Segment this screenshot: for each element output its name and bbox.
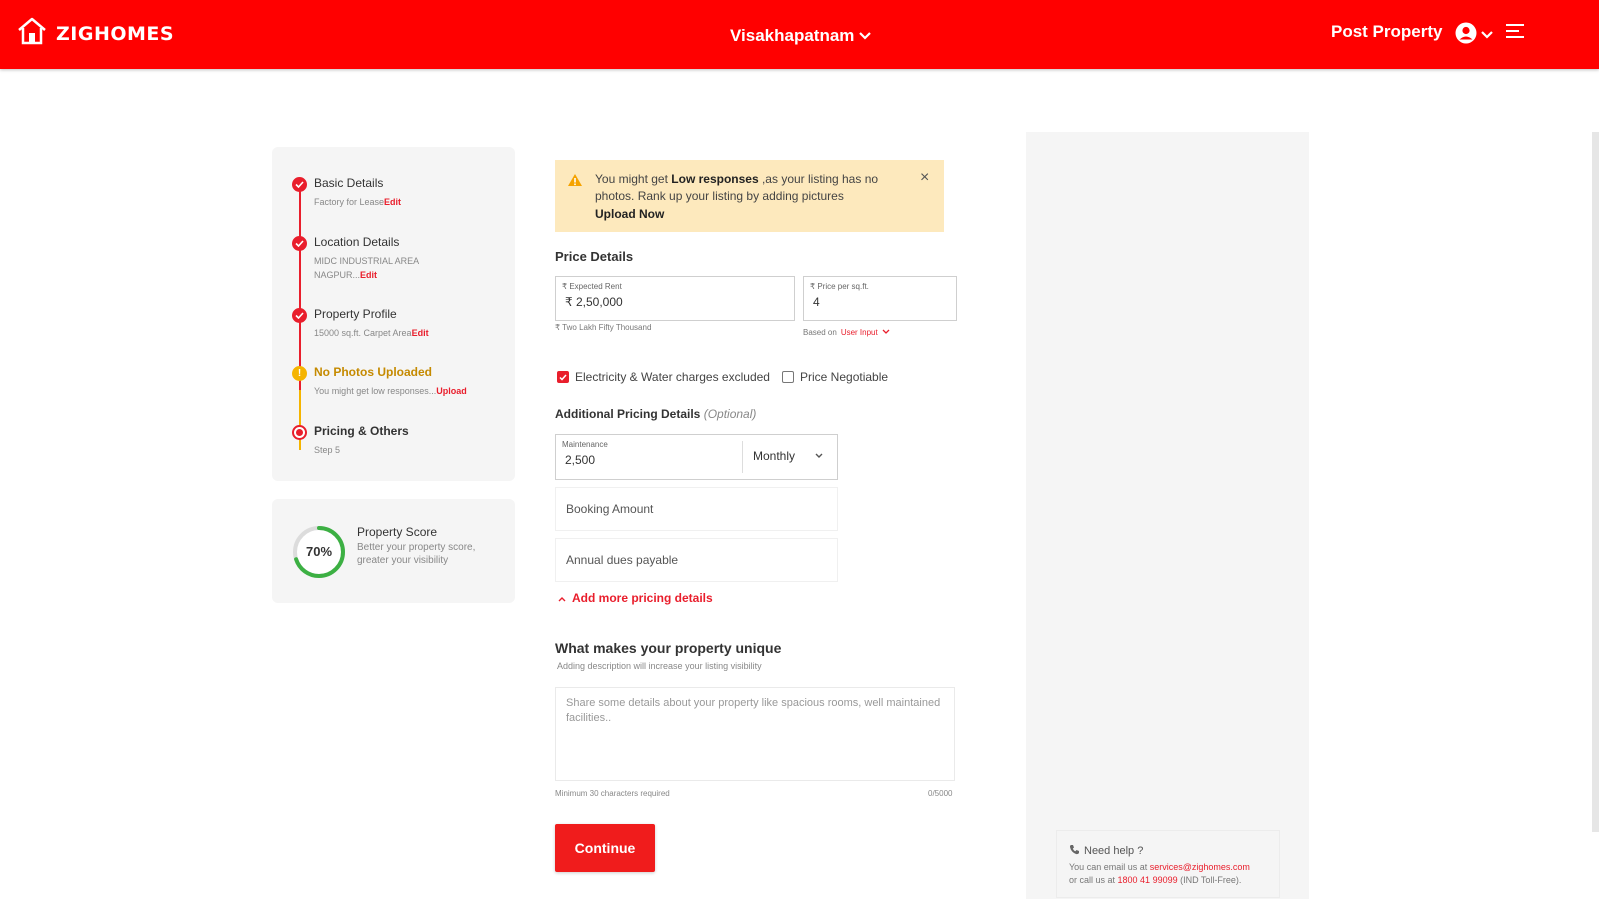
step-title: Pricing & Others bbox=[314, 424, 409, 438]
based-on-selector[interactable]: Based on User Input bbox=[803, 328, 890, 337]
step-title: Property Profile bbox=[314, 307, 397, 321]
hamburger-menu-icon[interactable] bbox=[1506, 24, 1524, 43]
negotiable-checkbox[interactable] bbox=[782, 371, 794, 383]
rent-in-words: ₹ Two Lakh Fifty Thousand bbox=[555, 323, 652, 332]
step-subtitle: Step 5 bbox=[314, 445, 341, 455]
user-avatar-icon bbox=[1454, 21, 1478, 50]
edit-link[interactable]: Edit bbox=[384, 197, 402, 207]
right-side-panel bbox=[1026, 132, 1309, 899]
step-subtitle: 15000 sq.ft. Carpet AreaEdit bbox=[314, 328, 429, 338]
check-icon bbox=[292, 177, 307, 192]
checkbox-label: Electricity & Water charges excluded bbox=[575, 370, 770, 384]
field-value: 4 bbox=[813, 295, 820, 309]
field-label: ₹ Expected Rent bbox=[562, 282, 622, 291]
based-on-value: User Input bbox=[840, 328, 878, 337]
help-phone-line: or call us at 1800 41 99099 (IND Toll-Free). bbox=[1069, 875, 1242, 885]
help-title: Need help ? bbox=[1069, 844, 1143, 858]
price-details-title: Price Details bbox=[555, 249, 634, 264]
continue-button[interactable]: Continue bbox=[555, 824, 655, 872]
chevron-down-icon bbox=[882, 328, 890, 337]
top-navbar bbox=[0, 0, 1599, 69]
exclamation-icon: ! bbox=[292, 366, 307, 381]
chevron-down-icon bbox=[858, 26, 872, 46]
chevron-down-icon bbox=[814, 447, 824, 465]
checkbox-label: Price Negotiable bbox=[800, 370, 889, 384]
chevron-up-icon bbox=[558, 591, 566, 605]
close-icon[interactable]: × bbox=[920, 169, 930, 186]
unique-section-title: What makes your property unique bbox=[555, 640, 782, 656]
optional-tag: (Optional) bbox=[703, 407, 757, 421]
step-subtitle: MIDC INDUSTRIAL AREA NAGPUR...Edit bbox=[314, 256, 420, 280]
phone-icon bbox=[1069, 844, 1080, 858]
negotiable-checkbox-row[interactable] bbox=[782, 370, 888, 384]
warning-icon bbox=[567, 173, 583, 192]
maintenance-period-select[interactable]: Monthly bbox=[753, 449, 796, 463]
booking-amount-input[interactable]: Booking Amount bbox=[555, 487, 838, 531]
score-title: Property Score bbox=[357, 525, 438, 539]
account-menu[interactable] bbox=[1454, 21, 1494, 50]
check-icon bbox=[292, 236, 307, 251]
property-score-card bbox=[272, 499, 515, 603]
annual-dues-input[interactable]: Annual dues payable bbox=[555, 538, 838, 582]
post-property-link[interactable]: Post Property bbox=[1331, 22, 1443, 41]
brand-name: ZIGHOMES bbox=[56, 22, 175, 45]
maintenance-value: 2,500 bbox=[565, 453, 596, 467]
alert-message: You might get Low responses ,as your listing has no photos. Rank up your listing by adding pictures bbox=[595, 172, 879, 203]
upload-now-link[interactable]: Upload Now bbox=[595, 207, 665, 221]
step-title: Location Details bbox=[314, 235, 400, 249]
unique-section-subtitle: Adding description will increase your listing visibility bbox=[557, 661, 762, 671]
add-more-pricing-link[interactable]: Add more pricing details bbox=[558, 591, 713, 605]
edit-link[interactable]: Edit bbox=[360, 270, 378, 280]
home-icon bbox=[16, 16, 48, 51]
page-scrollbar[interactable] bbox=[1592, 132, 1599, 832]
electricity-checkbox[interactable] bbox=[557, 371, 569, 383]
score-ring bbox=[291, 524, 347, 585]
score-subtitle: Better your property score, greater your visibility bbox=[357, 542, 476, 566]
char-counter: 0/5000 bbox=[928, 789, 953, 798]
stepper-line-warning bbox=[299, 390, 301, 450]
help-box bbox=[1056, 830, 1280, 898]
divider bbox=[742, 441, 743, 473]
no-photos-alert bbox=[555, 160, 944, 232]
current-step-icon bbox=[292, 425, 307, 440]
score-value: 70% bbox=[305, 544, 333, 559]
check-icon bbox=[292, 308, 307, 323]
field-value: ₹ 2,50,000 bbox=[565, 295, 623, 309]
help-email-line: You can email us at services@zighomes.com bbox=[1069, 862, 1250, 872]
field-label: Maintenance bbox=[562, 440, 608, 449]
step-title: Basic Details bbox=[314, 176, 384, 190]
city-name: Visakhapatnam bbox=[730, 26, 855, 45]
min-chars-hint: Minimum 30 characters required bbox=[555, 789, 670, 798]
brand-logo[interactable] bbox=[16, 16, 174, 51]
help-email-link[interactable]: services@zighomes.com bbox=[1149, 862, 1250, 872]
field-label: ₹ Price per sq.ft. bbox=[810, 282, 869, 291]
edit-link[interactable]: Edit bbox=[411, 328, 429, 338]
additional-pricing-title: Additional Pricing Details (Optional) bbox=[555, 407, 757, 421]
price-per-sqft-field[interactable] bbox=[803, 276, 957, 321]
maintenance-field[interactable] bbox=[555, 434, 838, 480]
upload-link[interactable]: Upload bbox=[436, 386, 467, 396]
description-textarea[interactable]: Share some details about your property like spacious rooms, well maintained facilities.. bbox=[555, 687, 955, 781]
chevron-down-icon bbox=[1480, 27, 1494, 45]
stepper-line-done bbox=[299, 187, 301, 390]
city-selector[interactable] bbox=[730, 26, 872, 46]
electricity-checkbox-row[interactable] bbox=[557, 370, 770, 384]
help-phone-link[interactable]: 1800 41 99099 bbox=[1117, 875, 1178, 885]
step-title: No Photos Uploaded bbox=[314, 365, 432, 379]
expected-rent-field[interactable] bbox=[555, 276, 795, 321]
step-subtitle: You might get low responses...Upload bbox=[314, 386, 467, 396]
step-subtitle: Factory for LeaseEdit bbox=[314, 197, 402, 207]
progress-stepper bbox=[272, 147, 515, 481]
